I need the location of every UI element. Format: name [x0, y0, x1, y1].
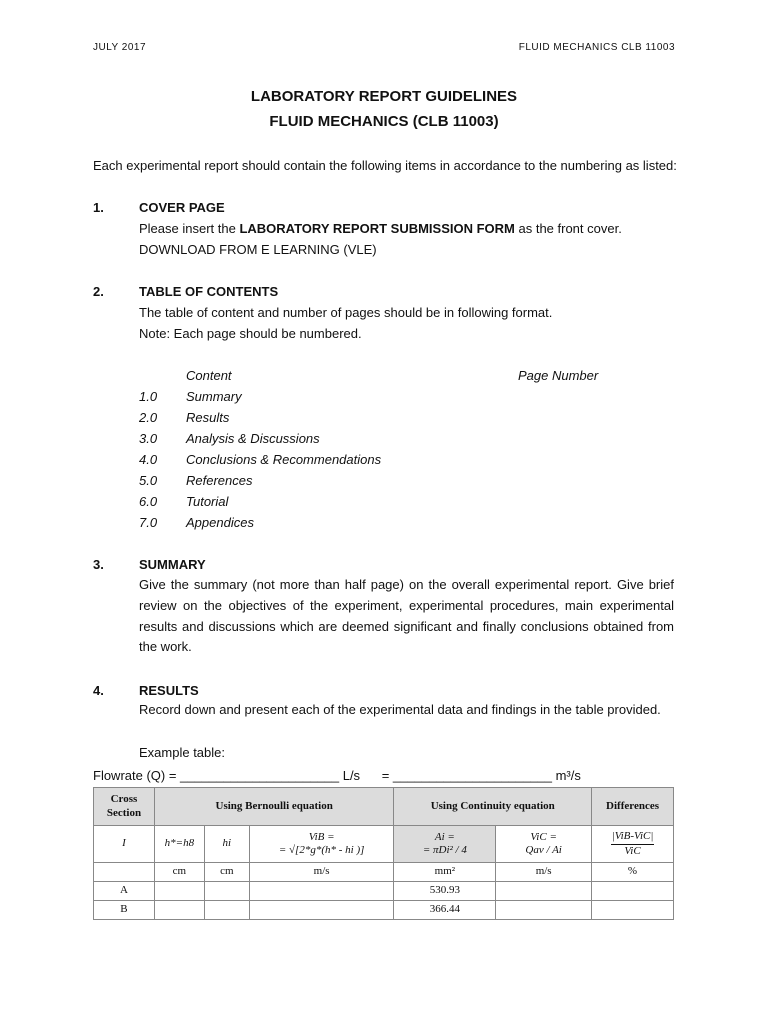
empty-cell	[496, 901, 592, 920]
col-vib: ViB = = √[2*g*(h* - hi )]	[249, 826, 394, 863]
toc-item-label: Results	[186, 410, 230, 425]
intro-paragraph: Each experimental report should contain the following items in accordance to the numbering as listed:	[93, 158, 677, 173]
header-course: FLUID MECHANICS CLB 11003	[518, 42, 675, 53]
table-row	[94, 882, 674, 901]
section-2-line-2: Note: Each page should be numbered.	[139, 326, 362, 341]
toc-item-number: 4.0	[139, 452, 158, 467]
header-bernoulli: Using Bernoulli equation	[154, 788, 394, 826]
table-row	[94, 901, 674, 920]
section-2-line-1: The table of content and number of pages should be in following format.	[139, 305, 553, 320]
empty-cell	[154, 882, 204, 901]
col-ai: Ai = = πDi² / 4	[394, 826, 496, 863]
section-3-paragraph: Give the summary (not more than half page) on the overall experimental report. Give brief review on the objectives of the experiment, experimental procedures, main experimental results and discussions which are deemed significant and finally conclusions obtained from the work.	[139, 577, 674, 655]
section-4-heading: RESULTS	[139, 683, 199, 698]
section-4-paragraph: Record down and present each of the experimental data and findings in the table provided.	[139, 702, 661, 717]
toc-header-page: Page Number	[518, 368, 599, 383]
table-header-row	[94, 788, 674, 826]
toc-item-number: 3.0	[139, 431, 158, 446]
table-units-row	[94, 863, 674, 882]
row-section-label: A	[94, 882, 155, 901]
empty-cell	[496, 882, 592, 901]
toc-item-number: 1.0	[139, 389, 158, 404]
toc-item-label: Tutorial	[186, 494, 229, 509]
col-h-star: h*=h8	[154, 826, 204, 863]
unit-cell	[94, 863, 155, 882]
example-results-table	[93, 787, 674, 920]
header-continuity: Using Continuity equation	[394, 788, 592, 826]
empty-cell	[204, 901, 249, 920]
unit-cell: mm²	[394, 863, 496, 882]
document-title: LABORATORY REPORT GUIDELINES	[250, 88, 518, 105]
section-1-heading: COVER PAGE	[139, 200, 225, 215]
unit-cell: cm	[154, 863, 204, 882]
col-vic: ViC = Qav / Ai	[496, 826, 592, 863]
section-1-line-1: Please insert the LABORATORY REPORT SUBMISSION FORM as the front cover.	[139, 221, 622, 236]
empty-cell	[249, 901, 394, 920]
section-1-number: 1.	[93, 200, 104, 215]
section-2-number: 2.	[93, 284, 104, 299]
toc-item-label: Appendices	[186, 515, 254, 530]
section-4-number: 4.	[93, 683, 104, 698]
unit-cell: cm	[204, 863, 249, 882]
row-area-value: 530.93	[394, 882, 496, 901]
unit-cell: m/s	[249, 863, 394, 882]
empty-cell	[592, 882, 674, 901]
empty-cell	[204, 882, 249, 901]
toc-item-label: References	[186, 473, 253, 488]
section-3-number: 3.	[93, 557, 104, 572]
section-2-heading: TABLE OF CONTENTS	[139, 284, 279, 299]
table-formula-row	[94, 826, 674, 863]
row-area-value: 366.44	[394, 901, 496, 920]
toc-item-label: Summary	[186, 389, 242, 404]
toc-item-number: 6.0	[139, 494, 158, 509]
toc-header-content: Content	[186, 368, 232, 383]
document-subtitle: FLUID MECHANICS (CLB 11003)	[269, 113, 499, 130]
toc-item-number: 7.0	[139, 515, 158, 530]
section-1-line-2: DOWNLOAD FROM E LEARNING (VLE)	[139, 242, 377, 257]
toc-item-number: 5.0	[139, 473, 158, 488]
empty-cell	[592, 901, 674, 920]
flowrate-line: Flowrate (Q) = ______________________ L/s = ______________________ m³/s	[93, 768, 581, 783]
col-diff: |ViB-ViC| ViC	[592, 826, 674, 863]
row-section-label: B	[94, 901, 155, 920]
header-date: JULY 2017	[93, 42, 147, 53]
toc-item-number: 2.0	[139, 410, 158, 425]
unit-cell: %	[592, 863, 674, 882]
section-4-example-label: Example table:	[139, 745, 225, 760]
col-i: I	[94, 826, 155, 863]
toc-item-label: Analysis & Discussions	[186, 431, 320, 446]
empty-cell	[154, 901, 204, 920]
header-cross-section: Cross Section	[94, 788, 155, 826]
toc-item-label: Conclusions & Recommendations	[186, 452, 382, 467]
empty-cell	[249, 882, 394, 901]
unit-cell: m/s	[496, 863, 592, 882]
col-hi: hi	[204, 826, 249, 863]
section-3-heading: SUMMARY	[139, 557, 206, 572]
header-differences: Differences	[592, 788, 674, 826]
